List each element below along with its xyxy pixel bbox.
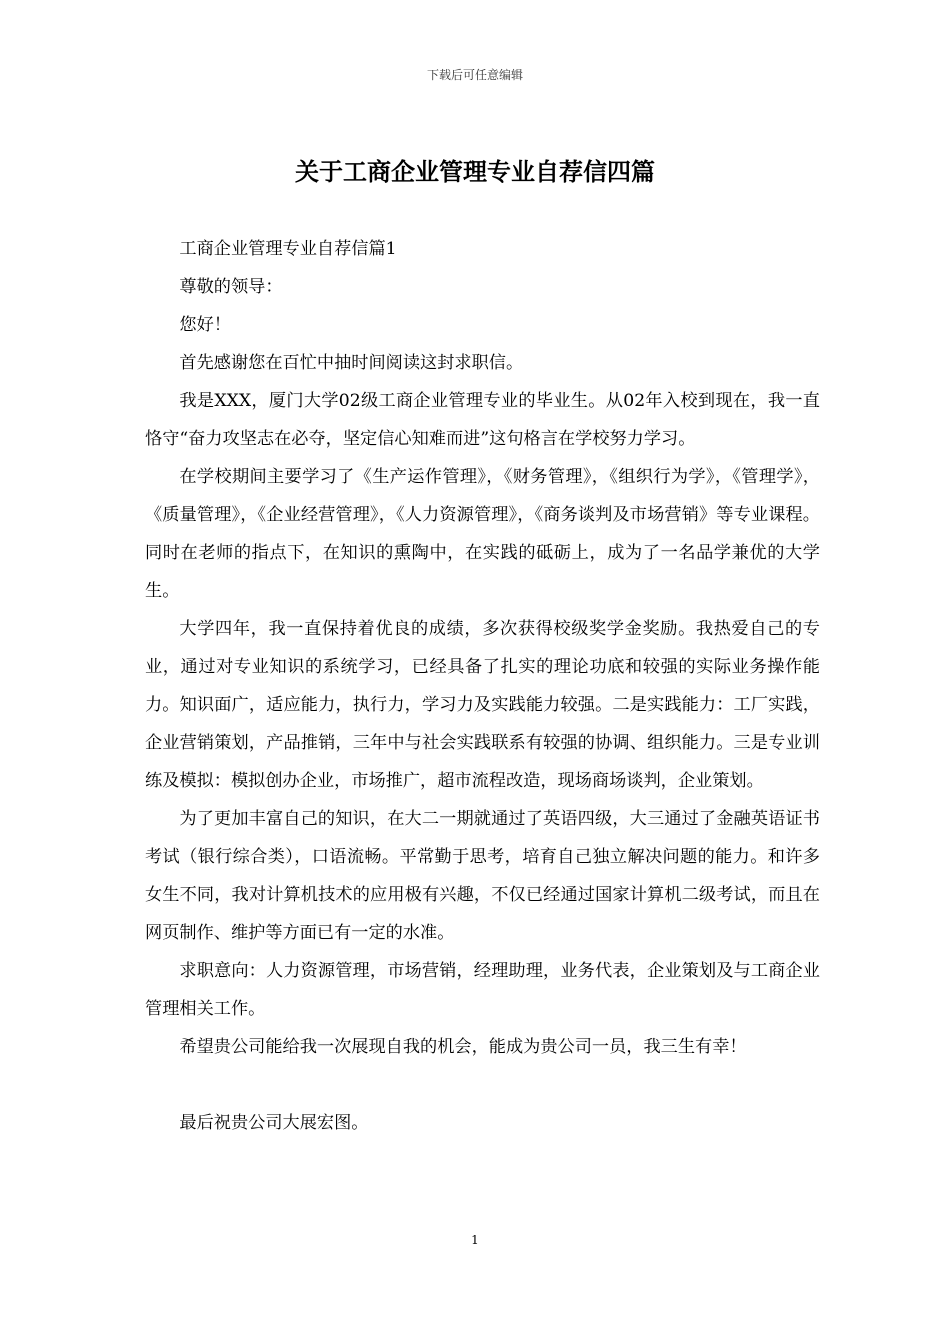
body-paragraph: 为了更加丰富自己的知识，在大二一期就通过了英语四级，大三通过了金融英语证书考试（银行综合类），口语流畅。平常勤于思考，培育自己独立解决问题的能力。和许多女生不同，我对计算机技术的应用极有兴趣，不仅已经通过国家计算机二级考试，而且在网页制作、维护等方面已有一定的水准。 — [145, 809, 820, 943]
body-paragraph: 希望贵公司能给我一次展现自我的机会，能成为贵公司一员，我三生有幸！ — [179, 1037, 747, 1057]
document-title: 关于工商企业管理专业自荐信四篇 — [295, 157, 655, 186]
body-paragraph: 求职意向：人力资源管理，市场营销，经理助理，业务代表，企业策划及与工商企业管理相关工作。 — [145, 961, 820, 1019]
body-paragraph: 大学四年，我一直保持着优良的成绩，多次获得校级奖学金奖励。我热爱自己的专业，通过对专业知识的系统学习，已经具备了扎实的理论功底和较强的实际业务操作能力。知识面广，适应能力，执行力，学习力及实践能力较强。二是实践能力：工厂实践，企业营销策划，产品推销，三年中与社会实践联系有较强的协调、组织能力。三是专业训练及模拟：模拟创办企业，市场推广，超市流程改造，现场商场谈判，企业策划。 — [145, 619, 820, 791]
body-paragraph: 在学校期间主要学习了《生产运作管理》，《财务管理》，《组织行为学》，《管理学》，《质量管理》，《企业经营管理》，《人力资源管理》，《商务谈判及市场营销》等专业课程。同时在老师的指点下，在知识的熏陶中，在实践的砥砺上，成为了一名品学兼优的大学生。 — [145, 467, 820, 601]
salutation: 尊敬的领导： — [179, 277, 283, 297]
page-number: 1 — [471, 1233, 479, 1247]
page-header: 下载后可任意编辑 — [426, 68, 523, 82]
document-body — [145, 230, 820, 1142]
greeting: 您好！ — [179, 315, 231, 335]
letter-subtitle: 工商企业管理专业自荐信篇1 — [179, 239, 397, 259]
closing-paragraph: 最后祝贵公司大展宏图。 — [179, 1113, 369, 1133]
body-paragraph: 首先感谢您在百忙中抽时间阅读这封求职信。 — [179, 353, 524, 373]
body-paragraph: 我是XXX，厦门大学02级工商企业管理专业的毕业生。从02年入校到现在，我一直恪守“奋力攻坚志在必夺，坚定信心知难而进”这句格言在学校努力学习。 — [145, 391, 820, 449]
